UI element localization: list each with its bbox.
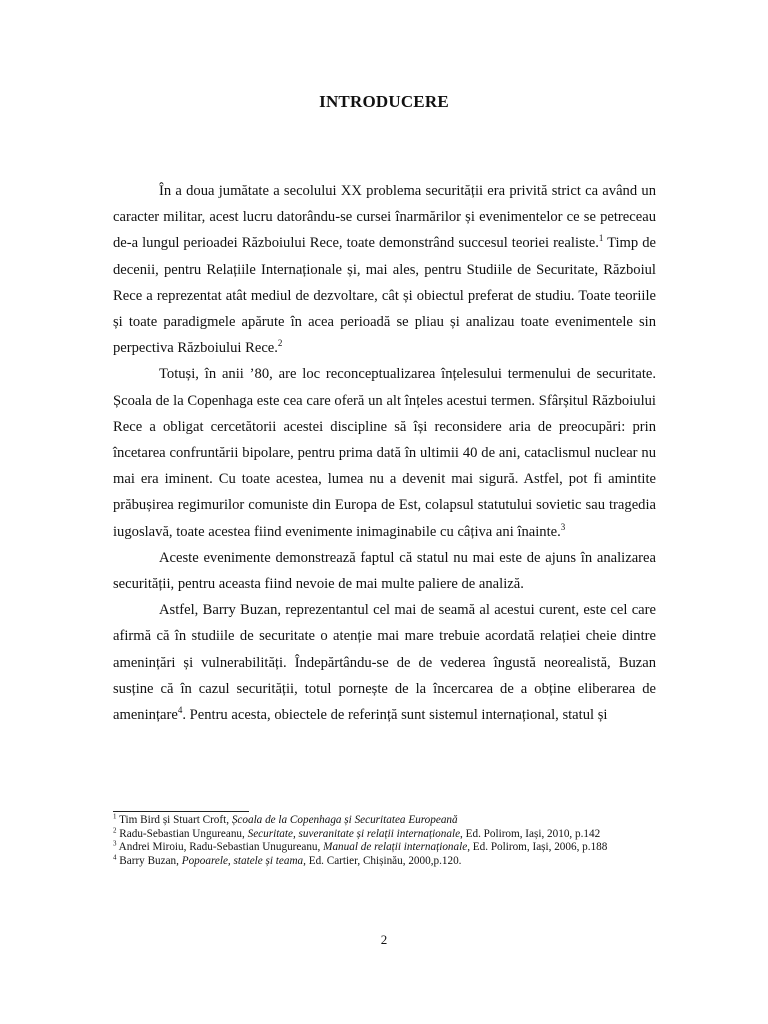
footnote-2 [113,825,656,841]
footnote-footnote-ref: 3 [113,839,117,848]
footnote-footnote-ref: 1 [113,812,117,821]
footnote-separator [113,811,249,812]
footnote-4 [113,855,656,868]
footnote-1 [113,814,656,827]
footnote-footnote-ref: 2 [113,825,117,834]
footnote-italic-text: Școala de la Copenhaga și Securitatea Europeană [231,814,458,826]
paragraph-footnote-ref: 4 [177,705,183,716]
paragraph [113,545,656,597]
paragraph [113,178,656,361]
footnote-text: , Ed. Polirom, Iași, 2010, p.142 [460,827,601,840]
paragraph-text: Astfel, Barry Buzan, reprezentantul cel mai de seamă al acestui curent, este cel care afirmă că în studiile de securitate o atenție mai mare trebuie acordată relației cheie dintre amenințări și vulnerabilități. Îndepărtându-se de de vederea îngustă neorealistă, Buzan susține că în cazul securității, totul pornește de la încercarea de a obține eliberarea de amenințare [113,602,656,724]
footnotes [113,814,656,869]
footnote-text: Ed. Cartier, Chișinău, 2000,p.120. [305,855,462,868]
page-title: INTRODUCERE [319,92,449,111]
footnote-footnote-ref: 4 [113,853,117,862]
paragraph-footnote-ref: 2 [277,338,283,349]
footnote-italic-text: Popoarele, statele și teama, [181,855,306,868]
footnote-text: Radu-Sebastian Ungureanu, [116,827,248,840]
paragraph-footnote-ref: 1 [598,233,604,244]
footnote-3 [113,841,656,854]
footnote-text: Barry Buzan, [116,855,182,868]
paragraph-text: Timp de decenii, pentru Relațiile Internaționale și, mai ales, pentru Studiile de Securitate, Războiul Rece a reprezentat atât mediul de dezvoltare, cât și obiectul preferat de studiu. Toate teoriile și toate paradigmele apărute în acea perioadă se pliau și analizau toate evenimentele sin perpectiva Războiului Rece. [113,235,656,357]
body-text [113,178,656,728]
paragraph [113,361,656,544]
paragraph-text: Aceste evenimente demonstrează faptul că statul nu mai este de ajuns în analizarea securității, pentru aceasta fiind nevoie de mai multe paliere de analiză. [113,549,656,593]
paragraph-text: Totuși, în anii ’80, are loc reconceptualizarea înțelesului termenului de securitate. Școala de la Copenhaga este cea care oferă un alt înțeles acestui termen. Sfârșitul Războiului Rece a obligat cercetătorii acestei discipline să își reconsidere aria de preocupări: prin încetarea confruntării bipolare, pentru prima dată în ultimii 40 de ani, cataclismul nuclear nu mai era iminent. Cu toate acestea, lumea nu a devenit mai sigură. Astfel, pot fi amintite prăbușirea regimurilor comuniste din Europa de Est, colapsul statutului sovietic sau tragedia iugoslavă, toate acestea fiind evenimente inimaginabile cu câțiva ani înainte. [113,366,656,540]
paragraph-text: În a doua jumătate a secolului XX problema securității era privită strict ca având un caracter militar, acest lucru datorându-se cursei înarmărilor și evenimentelor ce se petreceau de-a lungul perioadei Războiului Rece, toate demonstrând succesul teoriei realiste. [113,183,656,252]
footnote-text: Andrei Miroiu, Radu-Sebastian Unugureanu, [116,841,324,854]
footnote-italic-text: Manual de relații internaționale [323,841,468,854]
paragraph [113,597,656,728]
page-number: 2 [380,932,388,947]
footnote-italic-text: Securitate, suveranitate și relații internaționale [247,827,461,840]
footnote-text: , Ed. Polirom, Iași, 2006, p.188 [467,841,608,854]
paragraph-text: . Pentru acesta, obiectele de referință sunt sistemul internațional, statul și [182,707,608,724]
paragraph-footnote-ref: 3 [560,521,566,532]
footnote-text: Tim Bird și Stuart Croft, [116,814,232,826]
